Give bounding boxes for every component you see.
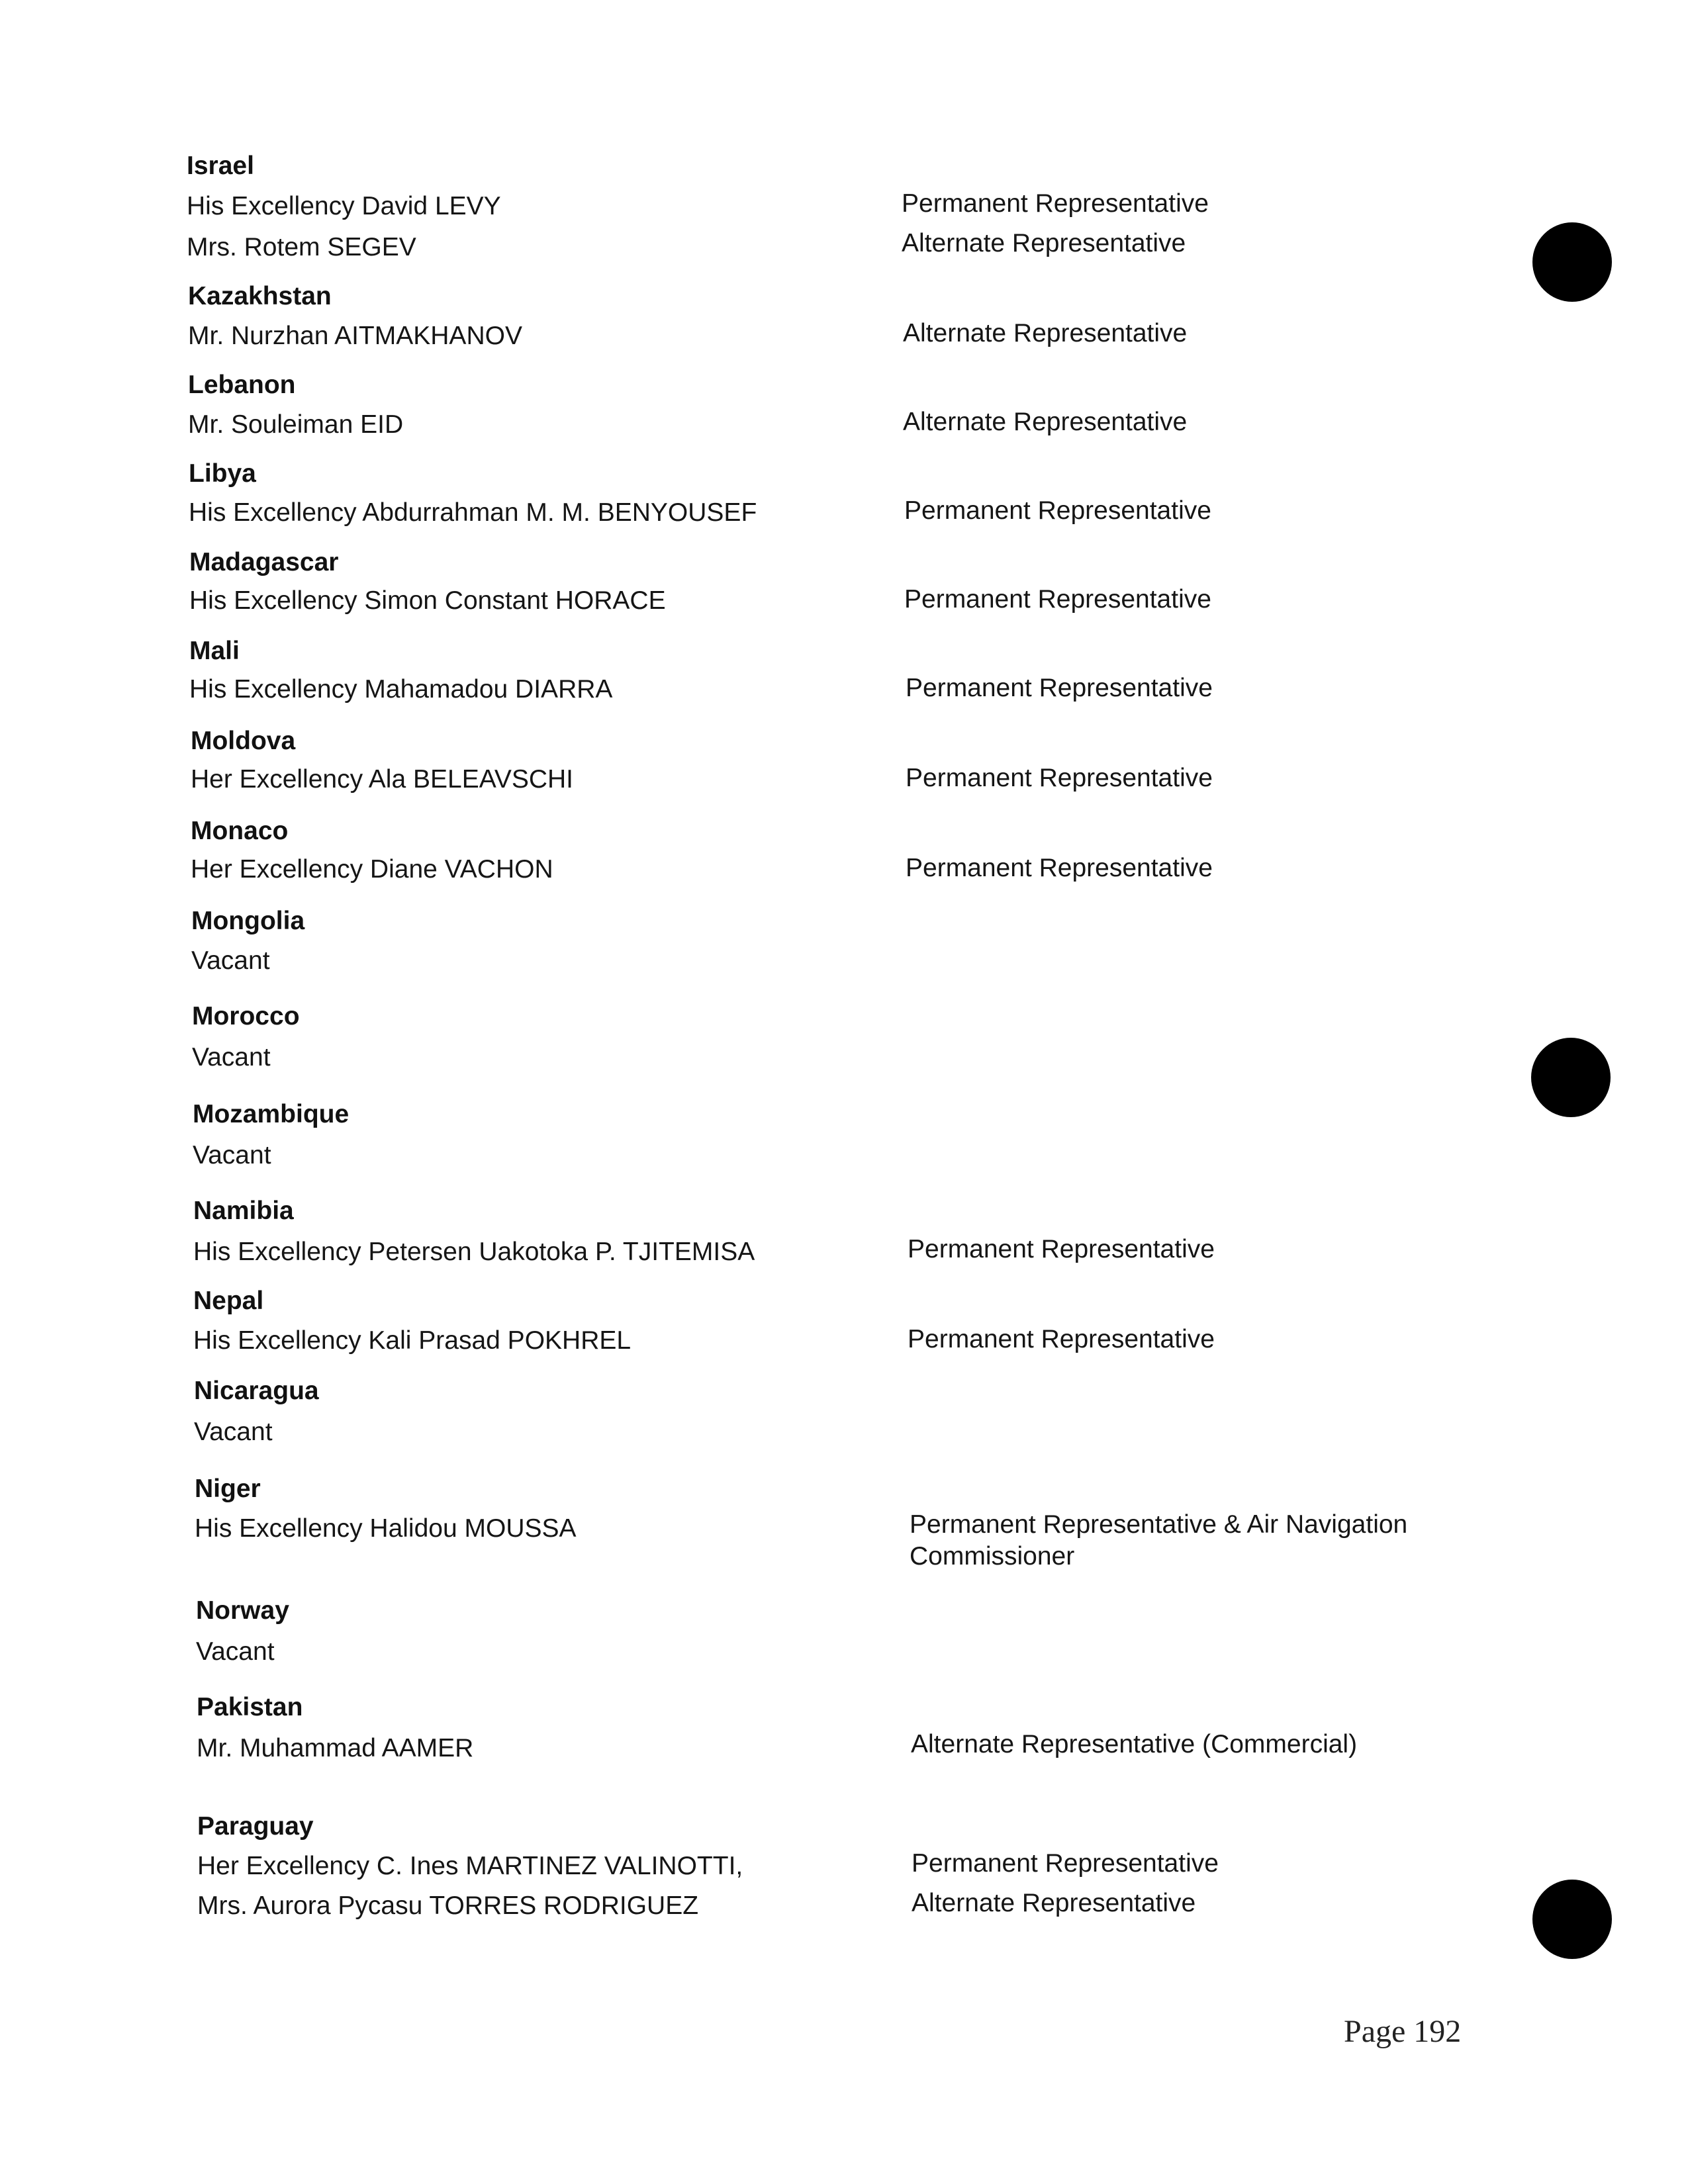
person-role: Alternate Representative [903,319,1188,347]
person-name: Vacant [192,1043,271,1071]
person-role: Permanent Representative [908,1325,1215,1353]
person-name: Mr. Souleiman EID [188,410,404,439]
person-name: Her Excellency Diane VACHON [191,855,553,884]
person-role: Permanent Representative [906,674,1213,702]
person-name: His Excellency Abdurrahman M. M. BENYOUSEF [189,498,757,527]
punch-hole-bottom [1532,1880,1612,1959]
person-role: Permanent Representative [912,1849,1219,1878]
person-name: Mrs. Aurora Pycasu TORRES RODRIGUEZ [197,1891,699,1920]
person-name: Vacant [193,1141,271,1169]
person-role: Permanent Representative & Air Navigation Commissioner [910,1510,1408,1570]
page-number: Page 192 [1344,2014,1462,2049]
person-name: His Excellency Petersen Uakotoka P. TJITEMISA [193,1238,755,1266]
person-name: His Excellency Mahamadou DIARRA [189,675,613,704]
person-name: Vacant [191,946,270,975]
person-name: His Excellency Kali Prasad POKHREL [193,1326,632,1355]
person-name: Vacant [196,1637,275,1666]
person-role: Alternate Representative [912,1889,1196,1917]
person-role: Alternate Representative [902,229,1186,257]
person-name: His Excellency David LEVY [187,192,501,220]
country-heading: Moldova [191,727,296,755]
country-heading: Namibia [193,1197,294,1225]
person-role: Alternate Representative (Commercial) [911,1730,1358,1758]
country-heading: Norway [196,1596,289,1625]
country-heading: Libya [189,459,256,488]
person-name: Her Excellency C. Ines MARTINEZ VALINOTTI, [197,1852,743,1880]
country-heading: Morocco [192,1002,300,1030]
country-heading: Mozambique [193,1100,350,1128]
person-name: Mr. Muhammad AAMER [197,1734,474,1762]
person-name: His Excellency Halidou MOUSSA [195,1514,577,1543]
person-role: Permanent Representative [904,585,1211,614]
country-heading: Kazakhstan [188,282,332,310]
country-heading: Madagascar [189,548,339,576]
country-heading: Nepal [193,1287,264,1315]
country-heading: Lebanon [188,371,296,399]
punch-hole-top [1532,222,1612,302]
person-role: Permanent Representative [906,764,1213,792]
person-name: Mrs. Rotem SEGEV [187,233,416,261]
country-heading: Nicaragua [194,1377,319,1405]
country-heading: Israel [187,152,254,180]
person-role: Permanent Representative [902,189,1209,218]
person-role: Alternate Representative [903,408,1188,436]
country-heading: Pakistan [197,1693,303,1721]
punch-hole-middle [1531,1038,1611,1117]
person-role: Permanent Representative [908,1235,1215,1263]
person-name: Her Excellency Ala BELEAVSCHI [191,765,574,794]
country-heading: Paraguay [197,1812,314,1841]
country-heading: Monaco [191,817,289,845]
person-name: His Excellency Simon Constant HORACE [189,586,666,615]
person-name: Mr. Nurzhan AITMAKHANOV [188,322,522,350]
country-heading: Mongolia [191,907,305,935]
person-role: Permanent Representative [906,854,1213,882]
person-name: Vacant [194,1418,273,1446]
country-heading: Mali [189,637,240,665]
country-heading: Niger [195,1475,261,1503]
person-role: Permanent Representative [904,496,1211,525]
